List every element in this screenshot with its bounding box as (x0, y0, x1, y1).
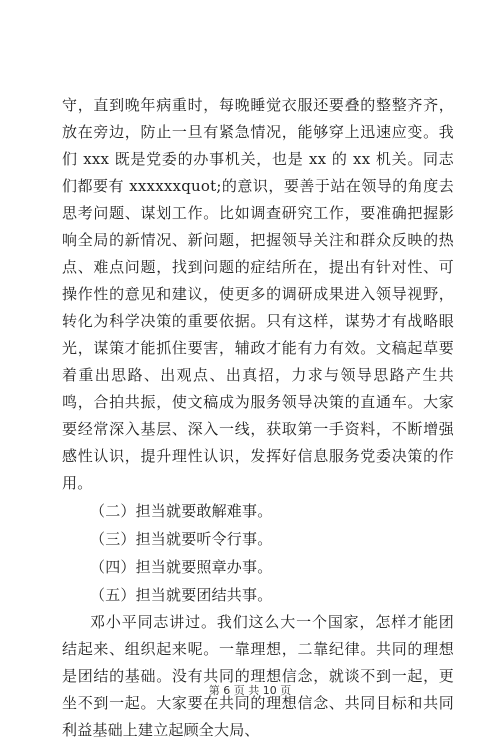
page-footer: 第 6 页 共 10 页 (208, 684, 292, 697)
list-item-2: （二）担当就要敢解难事。 (90, 502, 273, 520)
list-item-4: （四）担当就要照章办事。 (90, 558, 273, 576)
list-item-3: （三）担当就要听令行事。 (90, 530, 273, 548)
document-body (62, 92, 454, 744)
list-item-5: （五）担当就要团结共事。 (90, 586, 273, 604)
body-paragraph-2: 邓小平同志讲过。我们这么大一个国家，怎样才能团结起来、组织起来呢。一靠理想，二靠纪律。共同的理想是团结的基础。没有共同的理想信念，就谈不到一起，更坐不到一起。大家要在共同的理想信念、共同目标和共同利益基础上建立起顾全大局、 (62, 613, 454, 739)
body-paragraph: 守，直到晚年病重时，每晚睡觉衣服还要叠的整整齐齐，放在旁边，防止一旦有紧急情况，能够穿上迅速应变。我们 xxx 既是党委的办事机关，也是 xx 的 xx 机关。同志们都要有 xxxxxxquot;的意识，要善于站在领导的角度去思考问题、谋划工作。比如调查研究工作，要准确把握影响全局的新情况、新问题，把握领导关注和群众反映的热点、难点问题，找到问题的症结所在，提出有针对性、可操作性的意见和建议，使更多的调研成果进入领导视野，转化为科学决策的重要依据。只有这样，谋势才有战略眼光，谋策才能抓住要害，辅政才能有力有效。文稿起草要着重出思路、出观点、出真招，力求与领导思路产生共鸣，合拍共振，使文稿成为服务领导决策的直通车。大家要经常深入基层、深入一线，获取第一手资料，不断增强感性认识，提升理性认识，发挥好信息服务党委决策的作用。 (62, 96, 454, 492)
